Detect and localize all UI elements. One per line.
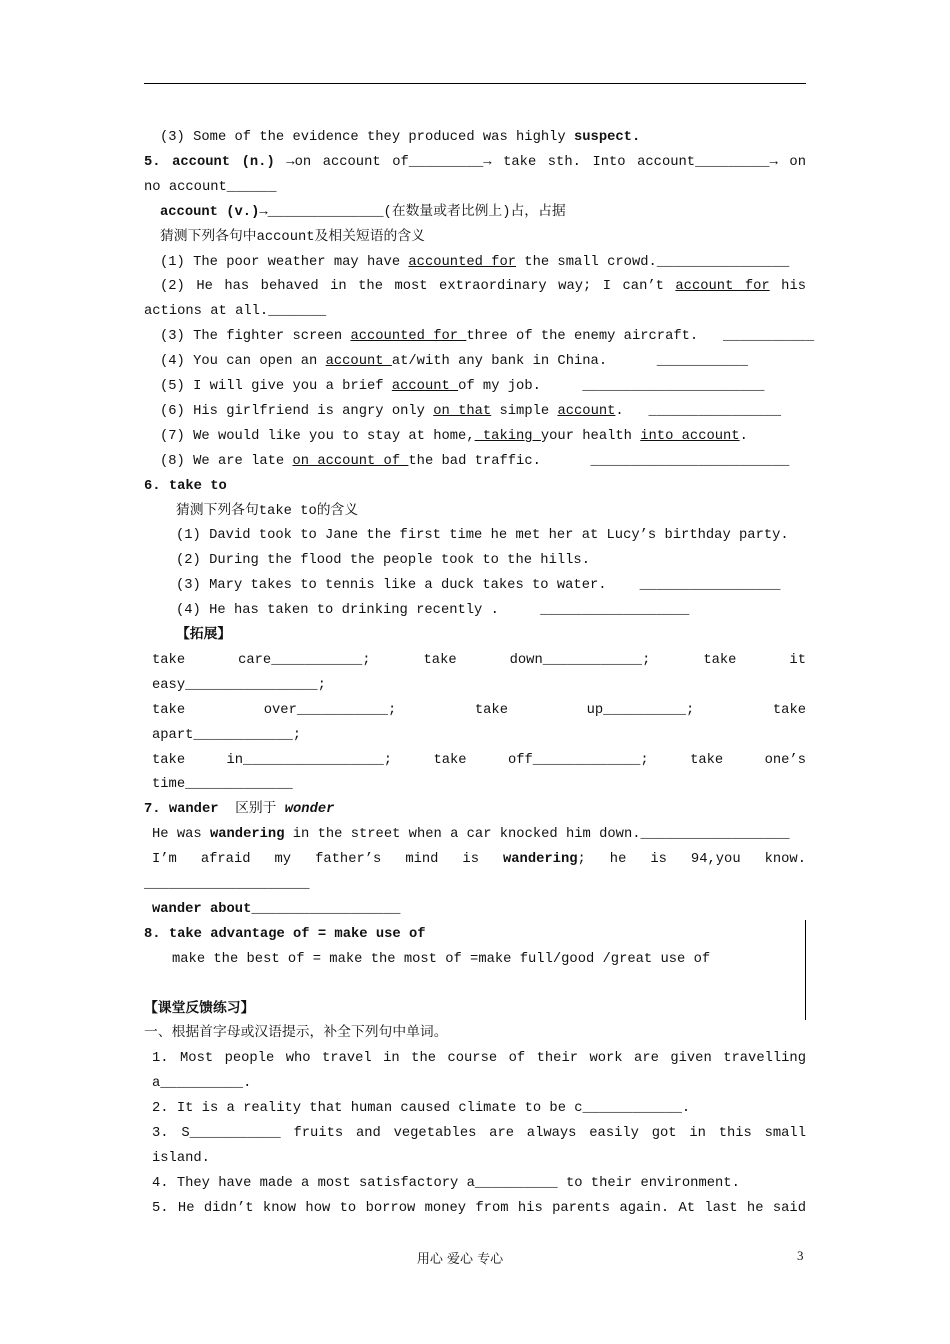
text-line — [176, 623, 231, 648]
text-line — [160, 125, 640, 150]
text-segment: (4) He has taken to drinking recently . __________________ — [176, 603, 690, 619]
text-segment: the bad traffic. ________________________ — [408, 453, 790, 469]
text-line — [176, 598, 689, 623]
text-line — [160, 274, 806, 299]
text-line — [152, 1096, 690, 1121]
text-segment: . ________________ — [615, 403, 782, 419]
text-segment: 猜测下列各句中account及相关短语的含义 — [160, 229, 425, 245]
text-segment: 4. They have made a most satisfactory a__________ to their environment. — [152, 1175, 740, 1191]
text-segment: simple — [491, 403, 558, 419]
text-segment: a__________. — [152, 1076, 252, 1092]
text-segment: no account______ — [144, 179, 277, 195]
text-segment: 1. Most people who travel in the course of their work are given travelling — [152, 1051, 806, 1067]
text-segment: (1) The poor weather may have — [160, 254, 409, 270]
underlined-phrase: on account of — [292, 453, 409, 469]
text-line — [176, 548, 590, 573]
text-segment: →______________(在数量或者比例上)占，占据 — [259, 204, 566, 220]
text-line — [152, 698, 806, 723]
text-segment: 区别于 — [218, 802, 285, 818]
text-line — [144, 1021, 448, 1046]
text-segment: actions at all._______ — [144, 304, 327, 320]
margin-line — [805, 920, 806, 1020]
text-line — [160, 324, 814, 349]
underlined-phrase: account for — [675, 279, 770, 295]
emphasized-text: wandering — [209, 827, 285, 843]
text-line — [152, 648, 806, 673]
text-line — [144, 872, 310, 897]
text-line — [152, 1171, 740, 1196]
text-segment: the small crowd.________________ — [516, 254, 790, 270]
text-segment: at/with any bank in China. ___________ — [391, 354, 748, 370]
text-segment: his — [769, 279, 807, 295]
text-segment: (1) David took to Jane the first time he met her at Lucy’s birthday party. — [176, 528, 789, 544]
text-line — [152, 822, 790, 847]
text-segment: 一、根据首字母或汉语提示，补全下列句中单词。 — [144, 1026, 448, 1042]
text-segment: (2) He has behaved in the most extraordinary way; I can’t — [160, 279, 676, 295]
text-line — [152, 1146, 210, 1171]
text-line — [160, 399, 781, 424]
text-line — [144, 797, 334, 822]
text-segment: →on account of_________→ take sth. Into account_________→ on — [286, 154, 806, 170]
underlined-phrase: account — [557, 403, 616, 419]
text-segment: three of the enemy aircraft. ___________ — [466, 329, 815, 345]
underlined-phrase: accounted for — [408, 254, 517, 270]
text-segment: 3. S___________ fruits and vegetables are always easily got in this small — [152, 1126, 806, 1141]
header-rule — [144, 83, 806, 84]
text-segment: (2) During the flood the people took to the hills. — [176, 553, 590, 569]
text-line — [144, 474, 227, 499]
text-segment: ; he is 94,you know. — [577, 852, 806, 868]
emphasized-text: 5. account (n.) — [144, 154, 287, 170]
text-segment: 2. It is a reality that human caused climate to be c____________. — [152, 1101, 691, 1117]
text-line — [144, 922, 426, 947]
text-line — [152, 772, 293, 797]
page-footer: 用心 爱心 专心 — [416, 1252, 504, 1267]
underlined-phrase: account — [325, 354, 392, 370]
text-segment: your health — [540, 428, 641, 444]
text-line — [172, 947, 710, 972]
text-segment: take over___________; take up__________; take — [152, 702, 806, 718]
text-line — [144, 997, 254, 1022]
text-line — [152, 897, 400, 922]
page-number: 3 — [797, 1248, 804, 1263]
emphasized-text: wandering — [503, 852, 578, 868]
underlined-phrase: account — [391, 379, 459, 394]
text-line — [144, 175, 276, 200]
text-line — [152, 1046, 806, 1071]
underlined-phrase: on that — [433, 403, 492, 419]
text-segment: ____________________ — [144, 877, 310, 892]
text-segment: (3) Some of the evidence they produced was highly — [160, 130, 574, 145]
emphasized-text: 8. take advantage of = make use of — [144, 926, 426, 942]
text-segment: (7) We would like you to stay at home, — [160, 428, 475, 444]
text-line — [160, 374, 764, 399]
emphasized-text: 6. take to — [144, 478, 227, 494]
text-segment: apart____________; — [152, 727, 302, 743]
text-segment: (8) We are late — [160, 453, 293, 469]
emphasized-text: 7. wander — [144, 802, 219, 818]
text-line — [152, 847, 806, 872]
text-segment: easy________________; — [152, 677, 326, 693]
text-segment: (5) I will give you a brief — [160, 379, 392, 394]
underlined-phrase: taking — [474, 428, 541, 444]
text-line — [152, 1121, 806, 1146]
emphasized-text: account (v.) — [160, 204, 260, 220]
text-segment: take care___________; take down____________; take it — [152, 652, 806, 668]
text-line — [152, 1196, 806, 1221]
text-segment: (3) The fighter screen — [160, 329, 351, 345]
text-segment: in the street when a car knocked him down.__________________ — [284, 827, 790, 843]
text-line — [152, 673, 326, 698]
text-line — [160, 250, 789, 275]
text-segment: 5. He didn’t know how to borrow money from his parents again. At last he said — [152, 1200, 806, 1216]
text-line — [176, 573, 780, 598]
underlined-phrase: accounted for — [350, 329, 467, 345]
emphasized-text: 【课堂反馈练习】 — [144, 1001, 255, 1017]
text-line — [152, 1071, 251, 1096]
text-segment: __________________ — [251, 901, 401, 917]
text-segment: time_____________ — [152, 777, 293, 793]
text-segment: of my job. ______________________ — [458, 379, 765, 394]
text-segment: . — [739, 428, 748, 444]
text-line — [176, 499, 358, 524]
emphasized-text: 【拓展】 — [176, 628, 232, 643]
text-segment: (3) Mary takes to tennis like a duck takes to water. _________________ — [176, 578, 781, 594]
text-line — [160, 424, 748, 449]
text-segment: (4) You can open an — [160, 354, 326, 370]
text-segment: I’m afraid my father’s mind is — [152, 852, 503, 868]
emphasized-text: wonder — [284, 802, 335, 818]
text-line — [144, 299, 326, 324]
underlined-phrase: into account — [640, 428, 740, 444]
text-line — [152, 748, 806, 773]
text-segment: island. — [152, 1150, 210, 1166]
text-segment: He was — [152, 827, 210, 843]
text-segment: 猜测下列各句take to的含义 — [176, 503, 359, 519]
text-line — [160, 225, 425, 250]
text-line — [176, 523, 789, 548]
emphasized-text: suspect. — [573, 130, 641, 145]
text-line — [160, 349, 748, 374]
text-line — [160, 449, 789, 474]
emphasized-text: wander about — [152, 901, 252, 917]
text-segment: take in_________________; take off_____________; take one’s — [152, 752, 806, 768]
text-line — [144, 150, 806, 175]
text-line — [160, 200, 566, 225]
text-segment: make the best of = make the most of =make full/good /great use of — [172, 951, 711, 967]
text-line — [152, 723, 301, 748]
text-segment: (6) His girlfriend is angry only — [160, 403, 434, 419]
